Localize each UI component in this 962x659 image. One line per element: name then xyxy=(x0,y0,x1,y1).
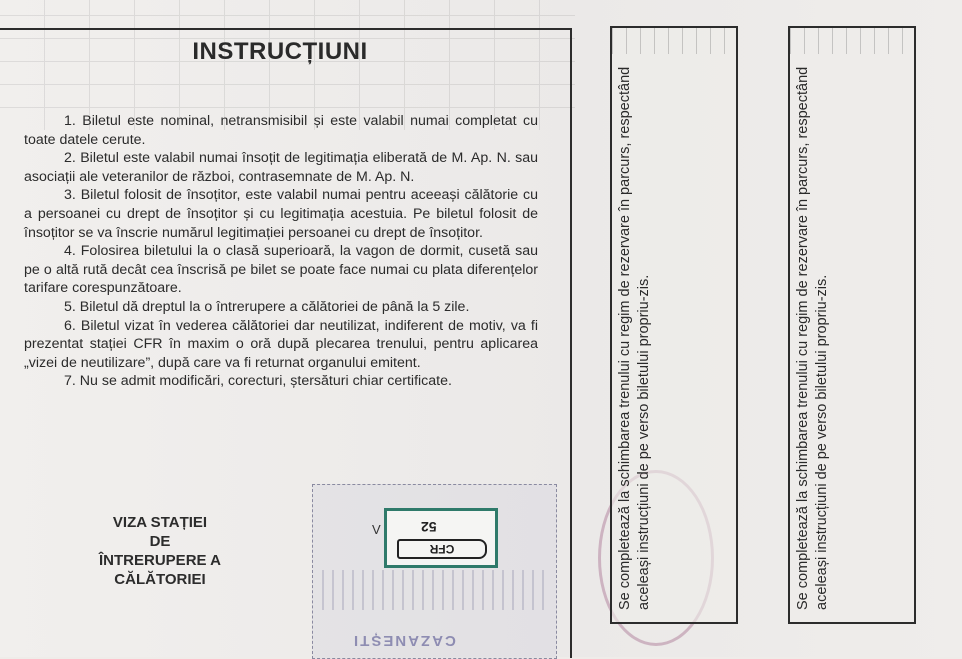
viza-line-2: DE xyxy=(149,533,171,550)
instruction-4: 4. Folosirea biletului la o clasă superioară, la vagon de dormit, cusetă sau pe o altă rută decât cea înscrisă pe bilet se poate face numai cu plata diferențelor tarifare corespunzătoare. xyxy=(24,243,538,297)
strip-2-text: Se completează la schimbarea trenului cu regim de rezervare în parcurs, respectând aceleași instrucțiuni de pe verso biletului propriu-zis. xyxy=(795,66,830,610)
viza-statiei-label xyxy=(60,513,260,589)
strip-1-text: Se completează la schimbarea trenului cu regim de rezervare în parcurs, respectând aceleași instrucțiuni de pe verso biletului propriu-zis. xyxy=(617,66,652,610)
instruction-3: 3. Biletul folosit de însoțitor, este valabil numai pentru aceeași călătorie cu a persoanei cu drept de însoțitor și cu legitimația acestuia. Pe biletul folosit de însoțitor se va înscrie numărul legitimației persoanei cu drept de însoțitor. xyxy=(24,187,538,241)
instruction-5: 5. Biletul dă dreptul la o întrerupere a călătoriei de până la 5 zile. xyxy=(64,298,470,315)
viza-line-4: CĂLĂTORIEI xyxy=(114,571,206,588)
instructions-list xyxy=(24,112,538,391)
cfr-stamp xyxy=(384,508,498,568)
viza-line-3: ÎNTRERUPERE A xyxy=(99,552,221,569)
reservation-strip-1 xyxy=(610,26,738,624)
page-title: INSTRUCȚIUNI xyxy=(192,38,368,65)
stamp-number: 52 xyxy=(421,519,437,535)
faint-stamp-bleed xyxy=(322,570,552,610)
cfr-logo-icon: CFR xyxy=(397,539,487,559)
instruction-6: 6. Biletul vizat în vederea călătoriei dar neutilizat, indiferent de motiv, va fi prezentat stației CFR în maxim o oră după plecarea trenului, pentru aplicarea „vizei de neutilizare”, după care va fi returnat organului emitent. xyxy=(24,317,538,371)
instruction-1: 1. Biletul este nominal, netransmisibil și este valabil numai completat cu toate datele cerute. xyxy=(24,113,538,148)
instruction-2: 2. Biletul este valabil numai însoțit de legitimația eliberată de M. Ap. N. sau asociații ale veteranilor de război, contrasemnate de M. Ap. N. xyxy=(24,150,538,185)
station-stamp-text: CAZANEȘTI xyxy=(352,632,456,649)
stamp-mark: V xyxy=(372,522,381,537)
viza-line-1: VIZA STAȚIEI xyxy=(112,514,208,531)
reservation-strip-2 xyxy=(788,26,916,624)
instruction-7: 7. Nu se admit modificări, corecturi, ștersături chiar certificate. xyxy=(64,373,452,390)
